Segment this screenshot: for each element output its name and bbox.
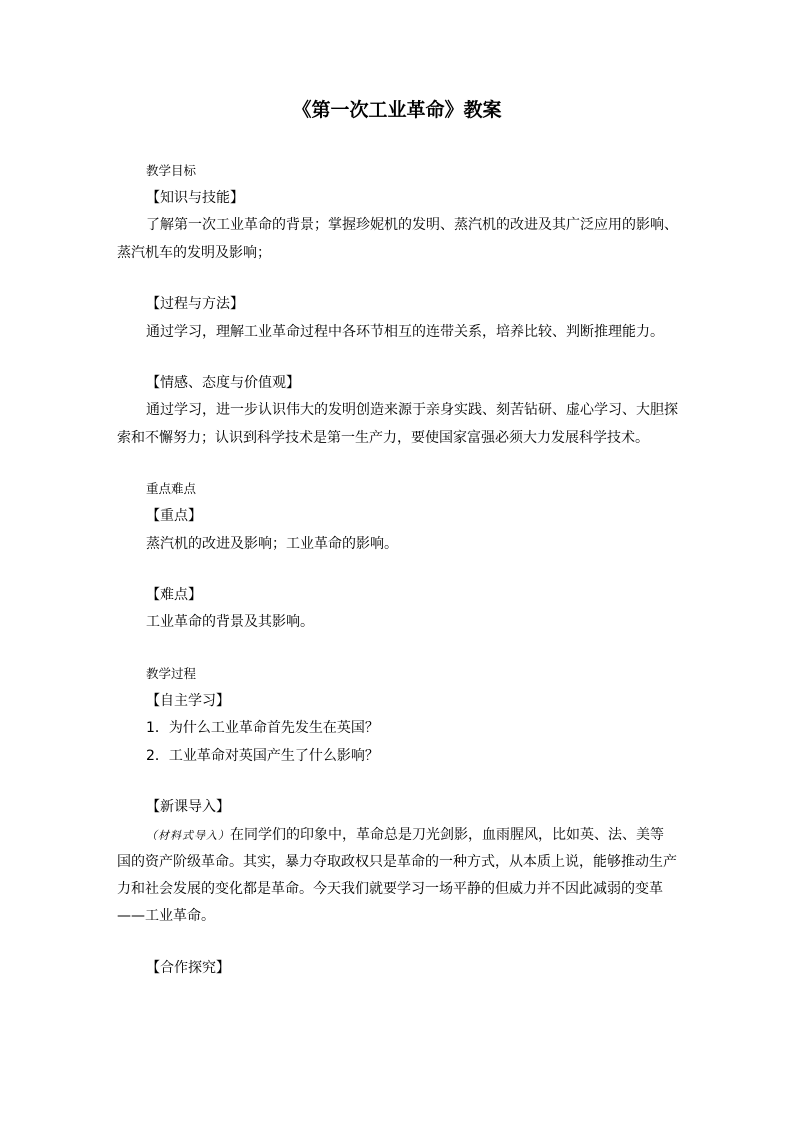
page-title: 《第一次工业革命》教案: [292, 99, 502, 121]
paragraph-line: 通过学习，理解工业革命过程中各环节相互的连带关系，培养比较、判断推理能力。: [146, 324, 664, 340]
paragraph-line: 蒸汽机车的发明及影响；: [117, 245, 271, 261]
paragraph-line: 了解第一次工业革命的背景；掌握珍妮机的发明、蒸汽机的改进及其广泛应用的影响、: [146, 217, 678, 233]
paragraph-text: 在同学们的印象中，革命总是刀光剑影，血雨腥风，比如英、法、美等: [230, 827, 664, 843]
label-cooperation: 【合作探究】: [146, 960, 230, 976]
paragraph-line: [146, 825, 714, 846]
material-tag: （材料式导入）: [146, 829, 230, 842]
label-knowledge: 【知识与技能】: [146, 190, 244, 206]
paragraph-line: 蒸汽机的改进及影响；工业革命的影响。: [146, 536, 398, 552]
paragraph-line: 工业革命的背景及其影响。: [146, 614, 314, 630]
paragraph-line: 国的资产阶级革命。其实，暴力夺取政权只是革命的一种方式，从本质上说，能够推动生产: [117, 854, 677, 870]
label-key: 【重点】: [146, 508, 202, 524]
section-heading-keypoints: 重点难点: [146, 481, 197, 496]
label-emotion: 【情感、态度与价值观】: [146, 375, 300, 391]
paragraph-line: 通过学习，进一步认识伟大的发明创造来源于亲身实践、刻苦钻研、虚心学习、大胆探: [146, 402, 678, 418]
section-heading-process: 教学过程: [146, 666, 197, 681]
label-self-study: 【自主学习】: [146, 693, 230, 709]
paragraph-line: ——工业革命。: [117, 908, 215, 924]
label-difficult: 【难点】: [146, 587, 202, 603]
paragraph-line: 索和不懈努力；认识到科学技术是第一生产力，要使国家富强必须大力发展科学技术。: [117, 430, 649, 446]
paragraph-line: 力和社会发展的变化都是革命。今天我们就要学习一场平静的但威力并不因此减弱的变革: [117, 881, 663, 897]
label-intro: 【新课导入】: [146, 799, 230, 815]
list-item: 1．为什么工业革命首先发生在英国？: [146, 720, 379, 736]
label-process-method: 【过程与方法】: [146, 296, 244, 312]
section-heading-objectives: 教学目标: [146, 163, 197, 178]
list-item: 2．工业革命对英国产生了什么影响？: [146, 748, 379, 764]
